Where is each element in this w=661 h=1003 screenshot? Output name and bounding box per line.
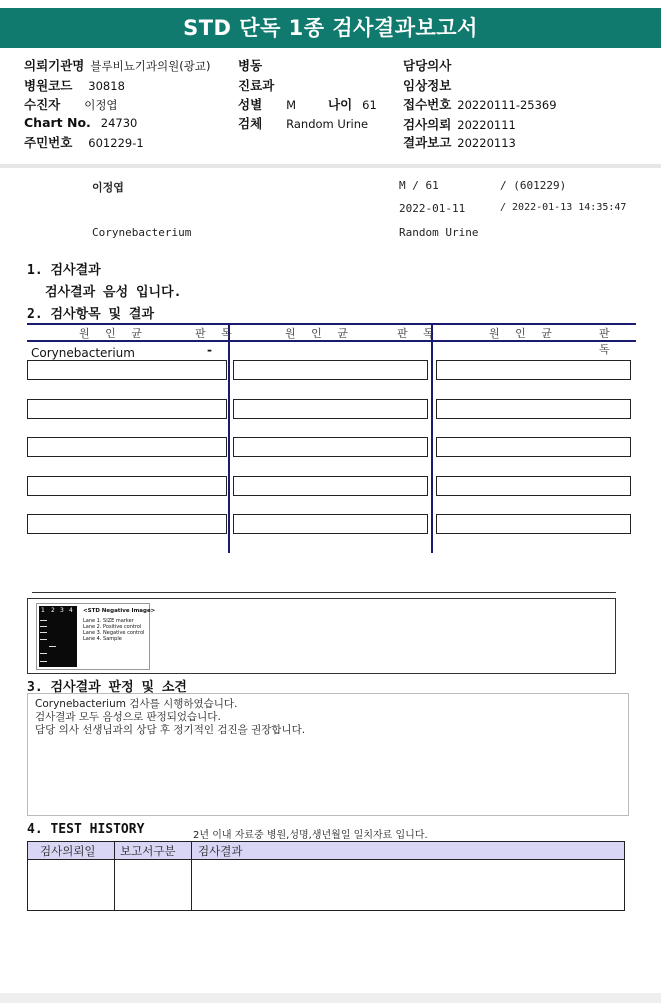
department-row bbox=[238, 76, 274, 94]
hospital-code-value: 30818 bbox=[88, 79, 125, 93]
result-cell bbox=[233, 514, 428, 534]
result-cell bbox=[27, 514, 227, 534]
report-date-value: 20220113 bbox=[457, 136, 516, 150]
lane-label: 4 bbox=[69, 607, 73, 614]
header-judgement: 판 독 bbox=[195, 327, 238, 340]
clinical-info-label: 임상정보 bbox=[403, 78, 452, 93]
specimen-value: Random Urine bbox=[286, 117, 369, 131]
sex-row bbox=[238, 95, 296, 113]
gel-band bbox=[40, 661, 47, 662]
doctor-label: 담당의사 bbox=[403, 58, 452, 73]
gel-band bbox=[40, 632, 47, 633]
page-footer bbox=[0, 993, 661, 1003]
result-cell bbox=[233, 399, 428, 419]
history-column-divider bbox=[191, 842, 192, 910]
table-column-divider bbox=[228, 323, 230, 553]
gel-legend bbox=[83, 608, 155, 642]
section4-title: 4. TEST HISTORY bbox=[27, 822, 145, 837]
summary-date-report: / 2022-01-13 14:35:47 bbox=[500, 202, 627, 213]
chart-no-label: Chart No. bbox=[24, 115, 91, 130]
history-col-report-type: 보고서구분 bbox=[120, 844, 176, 858]
header-organism: 원 인 균 bbox=[489, 327, 558, 340]
ward-label: 병동 bbox=[238, 58, 263, 73]
opinion-line: 담당 의사 선생님과의 상담 후 정기적인 검진을 권장합니다. bbox=[35, 724, 306, 736]
result-table bbox=[27, 323, 636, 553]
request-date-label: 검사의뢰 bbox=[403, 117, 452, 132]
header-organism: 원 인 균 bbox=[285, 327, 354, 340]
section2-title: 2. 검사항목 및 결과 bbox=[27, 307, 155, 322]
history-note: 2년 이내 자료중 병원,성명,생년월일 일치자료 입니다. bbox=[193, 830, 428, 841]
doctor-row bbox=[403, 56, 451, 74]
opinion-line: Corynebacterium 검사를 시행하였습니다. bbox=[35, 698, 238, 710]
age-label: 나이 bbox=[328, 97, 353, 112]
summary-specimen: Random Urine bbox=[399, 226, 479, 239]
header-divider bbox=[0, 164, 661, 168]
header-organism: 원 인 균 bbox=[79, 327, 148, 340]
department-label: 진료과 bbox=[238, 78, 275, 93]
institution-value: 블루비뇨기과의원(광교) bbox=[90, 59, 211, 73]
gel-legend-item: Lane 4. Sample bbox=[83, 636, 122, 642]
specimen-row bbox=[238, 114, 368, 132]
gel-legend-item: Lane 3. Negative control bbox=[83, 630, 145, 636]
gel-band bbox=[49, 646, 56, 647]
clinical-info-row bbox=[403, 76, 451, 94]
summary-organism: Corynebacterium bbox=[92, 226, 192, 239]
age-row bbox=[328, 95, 377, 113]
opinion-box bbox=[27, 693, 629, 816]
patient-value: 이정엽 bbox=[84, 98, 118, 112]
section1-result-text: 검사결과 음성 입니다. bbox=[45, 285, 182, 300]
gel-band bbox=[40, 626, 47, 627]
summary-birth: / (601229) bbox=[500, 179, 567, 192]
result-cell bbox=[233, 360, 428, 380]
history-col-result: 검사결과 bbox=[198, 844, 243, 858]
receipt-no-row bbox=[403, 95, 557, 113]
result-cell bbox=[27, 360, 227, 380]
report-date-label: 결과보고 bbox=[403, 135, 452, 150]
result-cell bbox=[27, 399, 227, 419]
summary-date-request: 2022-01-11 bbox=[399, 202, 466, 215]
sex-value: M bbox=[286, 98, 297, 112]
image-divider bbox=[32, 592, 616, 593]
history-header bbox=[28, 842, 624, 860]
result-cell bbox=[436, 360, 631, 380]
request-date-row bbox=[403, 115, 516, 133]
report-date-row bbox=[403, 133, 516, 151]
history-table bbox=[27, 841, 625, 911]
patient-label: 수진자 bbox=[24, 97, 61, 112]
summary-name: 이정엽 bbox=[92, 181, 124, 194]
history-col-request-date: 검사의뢰일 bbox=[40, 844, 96, 858]
patient-row bbox=[24, 95, 118, 113]
gel-legend-item: Lane 1. SIZE marker bbox=[83, 618, 134, 624]
result-cell bbox=[436, 476, 631, 496]
resident-no-row bbox=[24, 133, 144, 151]
request-date-value: 20220111 bbox=[457, 118, 516, 132]
result-cell bbox=[436, 437, 631, 457]
lane-label: 2 bbox=[51, 607, 55, 614]
hospital-code-label: 병원코드 bbox=[24, 78, 73, 93]
result-organism: Corynebacterium bbox=[31, 346, 135, 360]
result-cell bbox=[233, 437, 428, 457]
gel-band bbox=[40, 653, 47, 654]
hospital-code-row bbox=[24, 76, 125, 94]
ward-row bbox=[238, 56, 262, 74]
resident-no-label: 주민번호 bbox=[24, 135, 73, 150]
report-title: STD 단독 1종 검사결과보고서 bbox=[0, 8, 661, 48]
result-judgement: - bbox=[207, 343, 212, 357]
gel-band bbox=[40, 639, 47, 640]
sex-label: 성별 bbox=[238, 97, 263, 112]
chart-no-value: 24730 bbox=[100, 116, 138, 130]
section3-title: 3. 검사결과 판정 및 소견 bbox=[27, 680, 187, 695]
result-cell bbox=[27, 437, 227, 457]
institution-label: 의뢰기관명 bbox=[24, 58, 85, 73]
age-value: 61 bbox=[362, 98, 377, 112]
lane-label: 1 bbox=[41, 607, 45, 614]
opinion-line: 검사결과 모두 음성으로 판정되었습니다. bbox=[35, 711, 221, 723]
lane-label: 3 bbox=[60, 607, 64, 614]
receipt-no-label: 접수번호 bbox=[403, 97, 452, 112]
section1-title: 1. 검사결과 bbox=[27, 263, 101, 278]
summary-sex-age: M / 61 bbox=[399, 179, 439, 192]
table-column-divider bbox=[431, 323, 433, 553]
header-judgement: 판 독 bbox=[599, 327, 616, 356]
specimen-label: 검체 bbox=[238, 116, 263, 131]
gel-lanes bbox=[39, 606, 77, 667]
header-judgement: 판 독 bbox=[397, 327, 440, 340]
gel-title: <STD Negative Image> bbox=[83, 608, 156, 614]
gel-band bbox=[40, 620, 47, 621]
chart-no-row bbox=[24, 115, 137, 130]
result-cell bbox=[233, 476, 428, 496]
receipt-no-value: 20220111-25369 bbox=[457, 98, 557, 112]
gel-legend-item: Lane 2. Positive control bbox=[83, 624, 142, 630]
history-column-divider bbox=[114, 842, 115, 910]
result-cell bbox=[27, 476, 227, 496]
result-cell bbox=[436, 514, 631, 534]
gel-image bbox=[36, 603, 156, 670]
resident-no-value: 601229-1 bbox=[88, 136, 144, 150]
institution-row bbox=[24, 56, 210, 74]
result-cell bbox=[436, 399, 631, 419]
gel-image-frame bbox=[27, 598, 616, 674]
